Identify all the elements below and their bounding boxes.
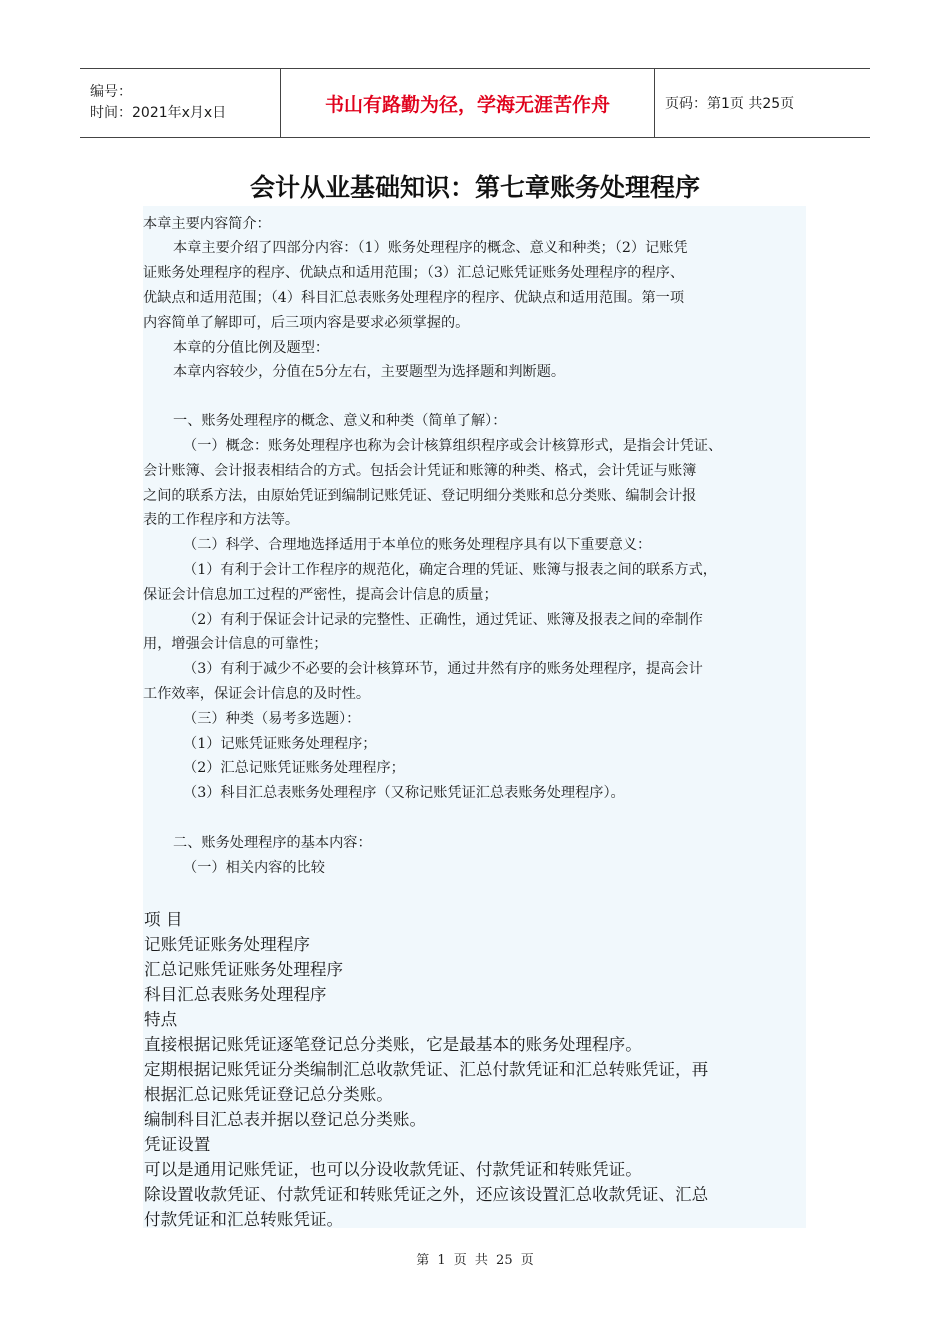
header-page-info [655,69,870,137]
body-line: 本章的分值比例及题型： [173,340,330,356]
table-line: 根据汇总记账凭证登记总分类账。 [144,1085,393,1104]
body-line: （三）种类（易考多选题）： [183,711,361,727]
body-line: （1）记账凭证账务处理程序； [183,736,377,752]
body-line: （2）汇总记账凭证账务处理程序； [183,760,405,776]
table-line: 记账凭证账务处理程序 [144,935,310,954]
header-meta [80,69,280,137]
body-line: 表的工作程序和方法等。 [143,512,300,528]
document-date: 时间：2021年x月x日 [90,105,227,121]
page-header [80,68,870,138]
table-line: 项 目 [144,910,183,929]
body-line: 本章内容较少，分值在5分左右，主要题型为选择题和判断题。 [173,364,566,380]
body-line: 证账务处理程序的程序、优缺点和适用范围；（3）汇总记账凭证账务处理程序的程序、 [143,265,685,281]
body-line: 工作效率，保证会计信息的及时性。 [143,686,371,702]
page-footer: 第 1 页 共 25 页 [416,1253,534,1268]
table-line: 付款凭证和汇总转账凭证。 [144,1210,344,1229]
motto-text: 书山有路勤为径，学海无涯苦作舟 [324,93,610,116]
header-motto [280,69,655,137]
body-line: （1）有利于会计工作程序的规范化，确定合理的凭证、账簿与报表之间的联系方式， [183,562,717,578]
table-line: 汇总记账凭证账务处理程序 [144,960,344,979]
table-line: 凭证设置 [144,1135,211,1154]
table-line: 特点 [144,1010,178,1029]
body-line: 本章主要内容简介： [143,216,271,232]
body-line: （2）有利于保证会计记录的完整性、正确性，通过凭证、账簿及报表之间的牵制作 [183,612,703,628]
body-line: （二）科学、合理地选择适用于本单位的账务处理程序具有以下重要意义： [183,537,652,553]
body-line: （一）相关内容的比较 [183,860,325,876]
body-line: 保证会计信息加工过程的严密性，提高会计信息的质量； [143,587,498,603]
body-line: 优缺点和适用范围；（4）科目汇总表账务处理程序的程序、优缺点和适用范围。第一项 [143,290,685,306]
body-line: 会计账簿、会计报表相结合的方式。包括会计凭证和账簿的种类、格式，会计凭证与账簿 [143,463,697,479]
section-heading: 一、账务处理程序的概念、意义和种类（简单了解）： [173,413,507,429]
content-area [143,206,806,1228]
body-line: 用，增强会计信息的可靠性； [143,636,328,652]
body-line: （3）科目汇总表账务处理程序（又称记账凭证汇总表账务处理程序）。 [183,785,625,801]
table-line: 直接根据记账凭证逐笔登记总分类账，它是最基本的账务处理程序。 [144,1035,642,1054]
table-line: 除设置收款凭证、付款凭证和转账凭证之外，还应该设置汇总收款凭证、汇总 [144,1185,709,1204]
table-line: 可以是通用记账凭证，也可以分设收款凭证、付款凭证和转账凭证。 [144,1160,642,1179]
section-heading: 二、账务处理程序的基本内容： [173,835,372,851]
table-line: 定期根据记账凭证分类编制汇总收款凭证、汇总付款凭证和汇总转账凭证，再 [144,1060,709,1079]
document-title: 会计从业基础知识：第七章账务处理程序 [249,173,700,202]
body-line: 内容简单了解即可，后三项内容是要求必须掌握的。 [143,315,470,331]
body-line: （3）有利于减少不必要的会计核算环节，通过井然有序的账务处理程序，提高会计 [183,661,703,677]
table-line: 科目汇总表账务处理程序 [144,985,327,1004]
body-line: 之间的联系方法，由原始凭证到编制记账凭证、登记明细分类账和总分类账、编制会计报 [143,488,697,504]
document-number-label: 编号： [90,84,132,100]
body-line: 本章主要介绍了四部分内容：（1）账务处理程序的概念、意义和种类；（2）记账凭 [173,240,688,256]
body-line: （一）概念：账务处理程序也称为会计核算组织程序或会计核算形式，是指会计凭证、 [183,438,723,454]
table-line: 编制科目汇总表并据以登记总分类账。 [144,1110,427,1129]
page-info-text: 页码：第1页 共25页 [665,96,795,112]
